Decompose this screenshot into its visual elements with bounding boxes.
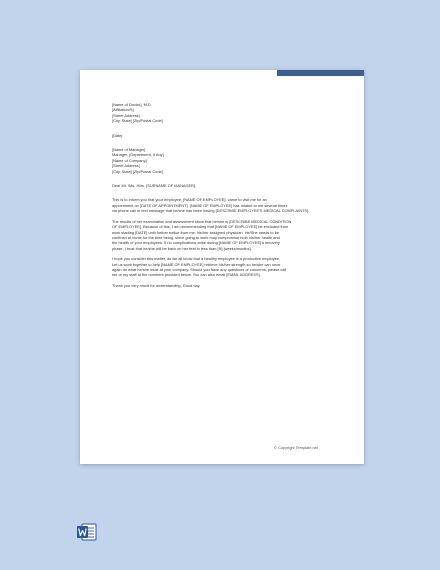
sender-address [112,102,338,124]
accent-bar [277,70,364,76]
sender-line: [City, State] [Zip/Postal Code] [112,118,163,124]
body-line: appointment on [DATE OF APPOINTMENT]. [NAME OF EMPLOYEE] has related to me several times [112,202,288,208]
body-line: Let us work together to help [NAME OF EMPLOYEE] retrieve his/her strength so he/she can once [112,261,281,267]
sender-line: [Affiliation/S] [112,107,134,113]
body-line: via phone call or text message that he/she has been having [DESCRIBE EMPLOYEE'S MEDICAL COMPLAINTS]. [112,208,310,214]
body-line: OF EMPLOYEE]. Because of this, I am recommending that [NAME OF EMPLOYEE] be excluded from [112,224,289,230]
body-line: confined at home for the time being, since going to work may compromise both his/her health and [112,234,280,240]
body-line: me or my staff at the numbers provided below. You can also email [EMAIL ADDRESS]. [112,272,261,278]
sender-line: [Street Address] [112,112,140,118]
salutation-block [112,183,338,188]
body-line: The results of her examination and assessment show that he/she is [DESCRIBE MEDICAL CONDITION [112,218,292,224]
body-line: I hope you consider this matter, as we all know that a healthy employee is a productive employee. [112,256,281,262]
closing-line: Thank you very much for understanding. Good day. [112,282,201,288]
letter-date: [Date] [112,132,123,138]
body-line: phase, I trust that he/she will be back on her feet in less than [N] [weeks/months]. [112,245,252,251]
recipient-line: [Name of Company] [112,157,147,163]
word-icon [77,523,97,541]
body-line: This is to inform you that your employee, [NAME OF EMPLOYEE], came to visit me for an [112,197,267,203]
body-line: again do what he/she must at your company. Should you have any questions or concerns, please call [112,266,287,272]
body-line: work starting [DATE] until further notice from me, his/her assigned physician. He/She needs to be [112,229,280,235]
body-paragraph [112,256,338,278]
body-paragraph [112,197,338,213]
recipient-line: [City, State] [Zip/Postal Code] [112,168,163,174]
recipient-line: Manager, [Department, If Any] [112,152,164,158]
salutation: Dear Mr. /Ms. /Mrs. [SURNAME OF MANAGER], [112,183,197,189]
recipient-line: [Street Address] [112,163,140,169]
date-block [112,133,338,138]
body-line: the health of your employees. If no complications arise during [NAME OF EMPLOYEE]'s recovery [112,240,280,246]
recipient-line: [Name of Manager] [112,147,146,153]
letter-body [112,102,338,293]
recipient-address [112,147,338,174]
body-paragraph [112,219,338,251]
sender-line: [Name of Doctor], M.D. [112,102,152,107]
body-paragraph [112,283,338,288]
copyright-footer: © Copyright Template.net [274,445,318,450]
